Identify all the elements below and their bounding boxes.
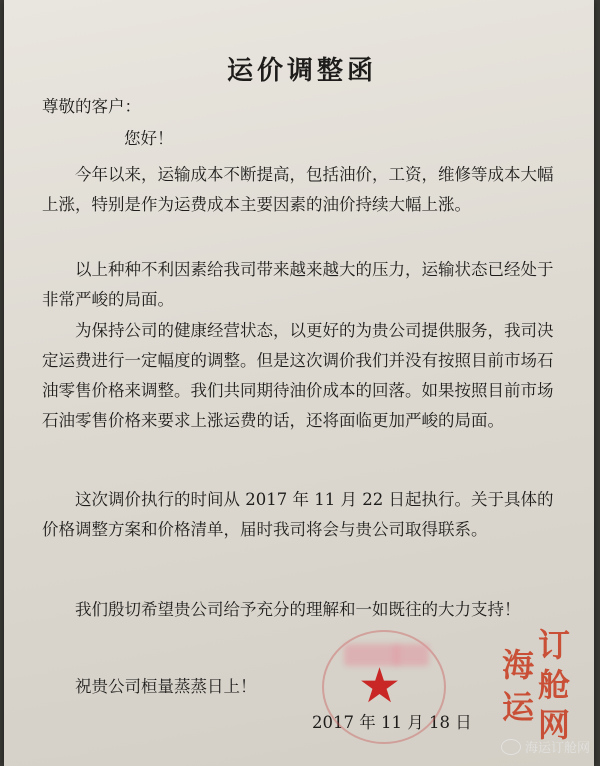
company-seal [322, 630, 446, 744]
paragraph-3: 为保持公司的健康经营状态，以更好的为贵公司提供服务，我司决定运费进行一定幅度的调整。但是这次调价我们并没有按照目前市场石油零售价格来调整。我们共同期待油价成本的回落。如果按照目前市场石油零售价格来要求上涨运费的话，还将面临更加严峻的局面。 [42, 321, 554, 430]
closing-line: 祝贵公司桓量蒸蒸日上！ [75, 677, 257, 696]
salutation: 尊敬的客户： [42, 97, 141, 116]
letter-date: 2017 年 11 月 18 日 [312, 713, 472, 732]
letter-title: 运价调整函 [226, 56, 377, 86]
letter-paper [4, 0, 594, 766]
paragraph-4: 这次调价执行的时间从 2017 年 11 月 22 日起执行。关于具体的价格调整方案和价格清单，届时我司将会与贵公司取得联系。 [42, 490, 554, 539]
paragraph-1: 今年以来，运输成本不断提高，包括油价，工资，维修等成本大幅上涨，特别是作为运费成本主要因素的油价持续大幅上涨。 [42, 165, 554, 214]
wechat-icon [501, 739, 521, 755]
paragraph-2: 以上种种不利因素给我司带来越来越大的压力，运输状态已经处于非常严峻的局面。 [42, 260, 554, 309]
logo-char-4: 海 [501, 646, 534, 684]
star-icon: ★ [358, 658, 402, 714]
greeting: 您好！ [124, 129, 174, 148]
brand-logo [500, 620, 576, 742]
paragraph-5: 我们殷切希望贵公司给予充分的理解和一如既往的大力支持！ [75, 600, 521, 619]
logo-char-3: 网 [537, 706, 570, 744]
logo-char-5: 运 [501, 688, 534, 726]
logo-char-1: 订 [537, 626, 570, 664]
watermark [501, 737, 590, 756]
watermark-text: 海运订舱网 [524, 741, 590, 756]
logo-char-2: 舱 [537, 666, 570, 704]
